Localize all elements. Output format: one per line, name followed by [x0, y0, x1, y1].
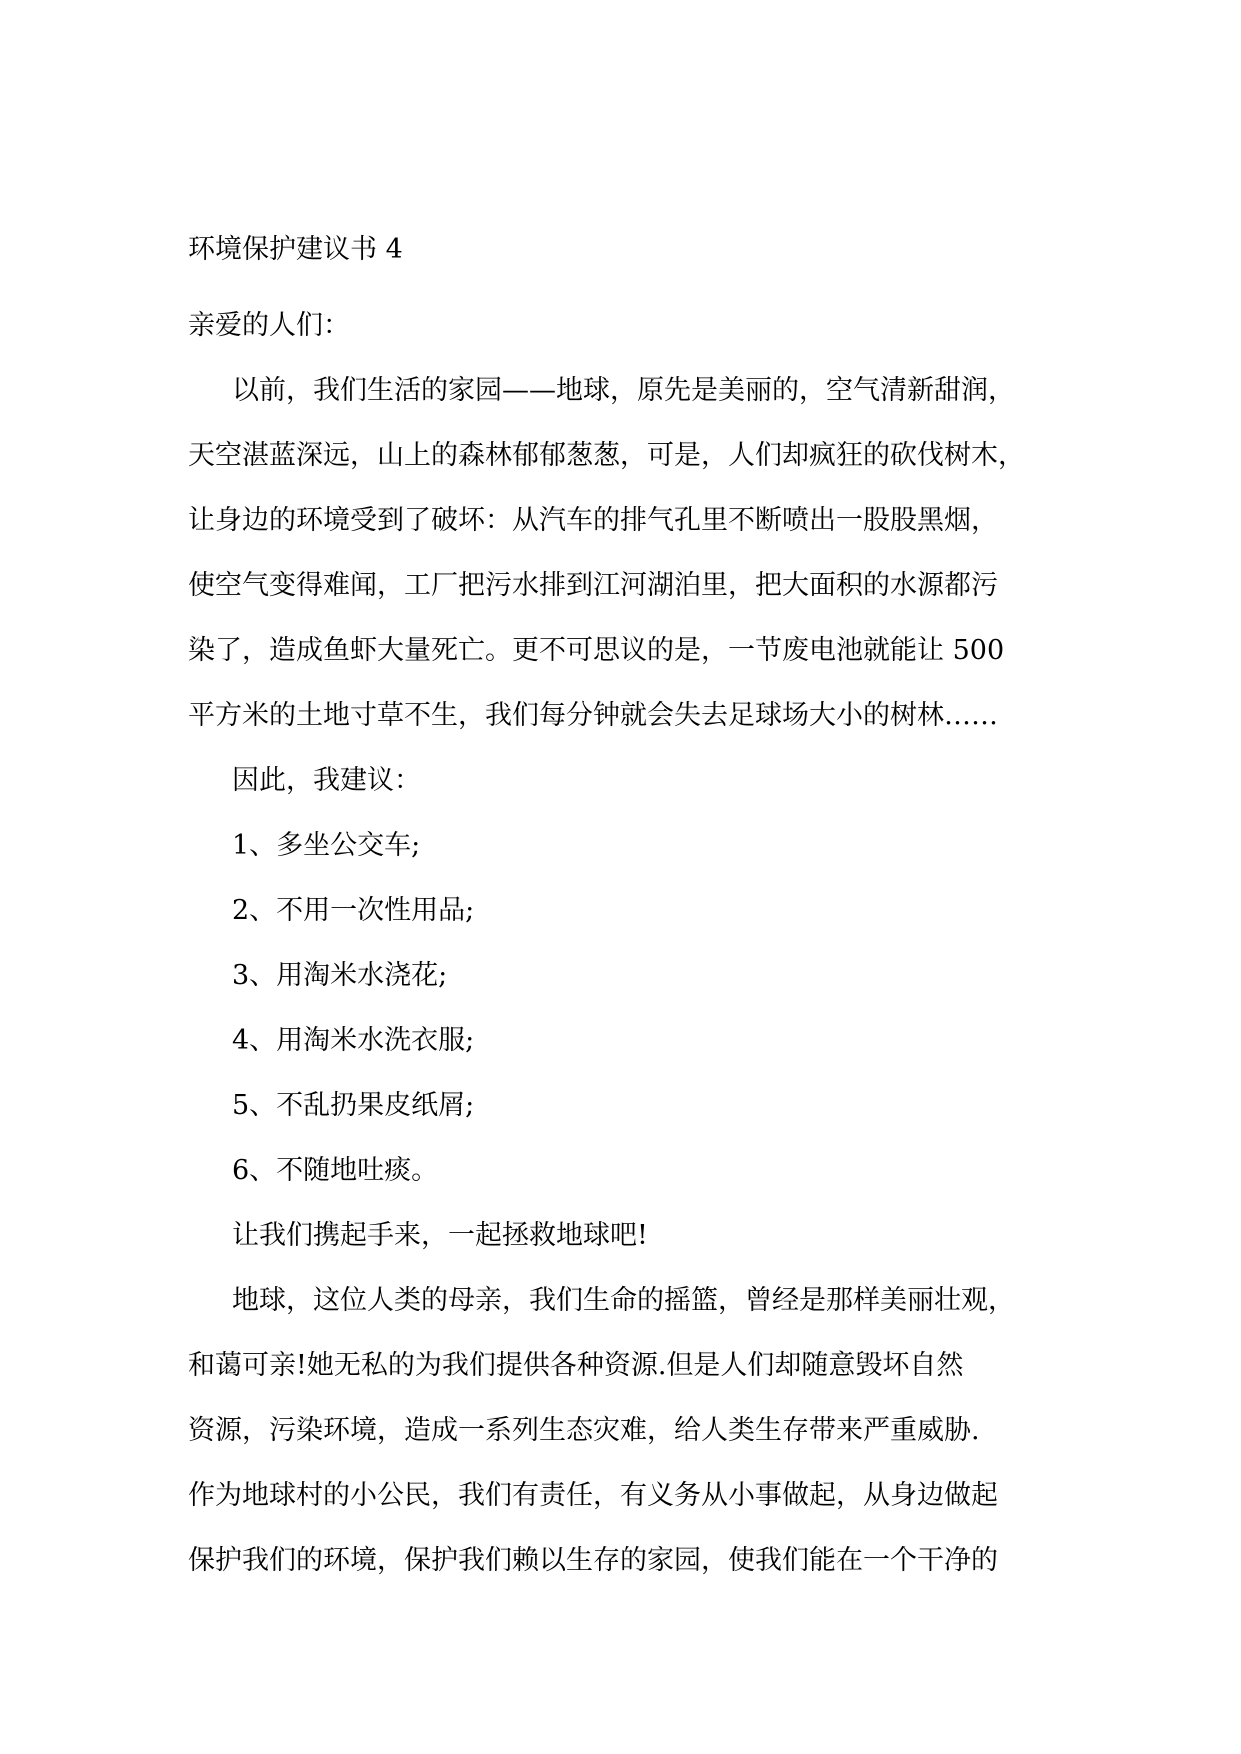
suggestion-item: 3、用淘米水浇花; [232, 960, 448, 991]
suggestion-item: 6、不随地吐痰。 [232, 1155, 439, 1186]
suggestion-item: 4、用淘米水洗衣服; [232, 1025, 475, 1056]
paragraph-line: 让身边的环境受到了破坏：从汽车的排气孔里不断喷出一股股黑烟， [188, 505, 998, 536]
paragraph-line: 资源，污染环境，造成一系列生态灾难，给人类生存带来严重威胁. [188, 1415, 980, 1446]
suggestion-item: 5、不乱扔果皮纸屑; [232, 1090, 475, 1121]
document-title: 环境保护建议书 4 [188, 234, 403, 265]
suggestion-item: 2、不用一次性用品; [232, 895, 475, 926]
greeting: 亲爱的人们： [188, 310, 350, 341]
suggestion-item: 1、多坐公交车; [232, 830, 421, 861]
paragraph-history [188, 367, 1058, 757]
paragraph-line: 平方米的土地寸草不生，我们每分钟就会失去足球场大小的树林…… [188, 700, 998, 731]
paragraph-line: 和蔼可亲!她无私的为我们提供各种资源.但是人们却随意毁坏自然 [188, 1350, 964, 1381]
paragraph-line: 染了，造成鱼虾大量死亡。更不可思议的是，一节废电池就能让 500 [188, 635, 1005, 666]
paragraph-line: 地球，这位人类的母亲，我们生命的摇篮，曾经是那样美丽壮观， [232, 1285, 1015, 1316]
paragraph-line: 天空湛蓝深远，山上的森林郁郁葱葱，可是，人们却疯狂的砍伐树木， [188, 440, 1025, 471]
call-to-action: 让我们携起手来，一起拯救地球吧! [232, 1220, 648, 1251]
suggestion-list [188, 822, 1058, 1212]
paragraph-line: 使空气变得难闻，工厂把污水排到江河湖泊里，把大面积的水源都污 [188, 570, 998, 601]
document-body [188, 226, 1058, 1602]
paragraph-line: 以前，我们生活的家园——地球，原先是美丽的，空气清新甜润， [232, 375, 1015, 406]
paragraph-earth [188, 1277, 1058, 1602]
paragraph-line: 作为地球村的小公民，我们有责任，有义务从小事做起，从身边做起 [188, 1480, 998, 1511]
suggestion-intro: 因此，我建议： [232, 765, 421, 796]
paragraph-line: 保护我们的环境，保护我们赖以生存的家园，使我们能在一个干净的 [188, 1545, 998, 1576]
